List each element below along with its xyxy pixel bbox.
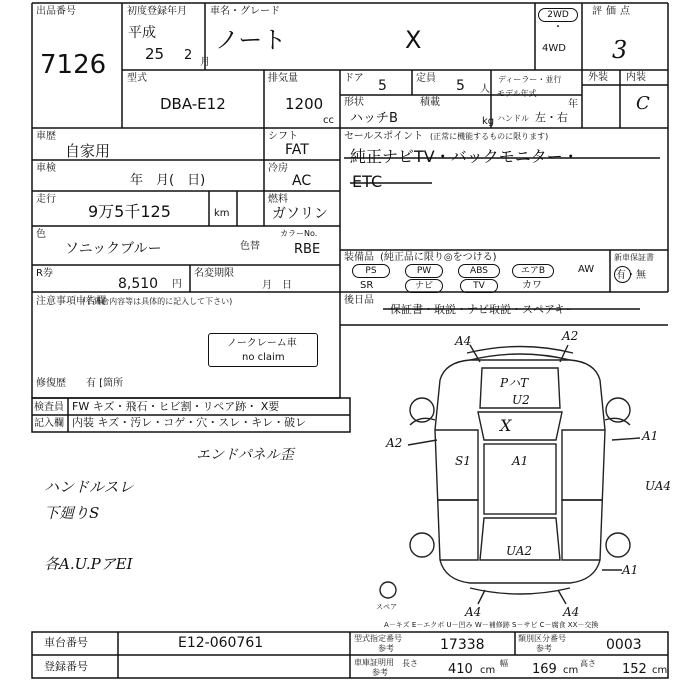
class-number-ref: 参考 [536,644,552,653]
model-code: DBA-E12 [160,95,226,113]
mark-a1-right: A1 [642,429,659,443]
shift-label: シフト [268,131,298,142]
registration-year: 25 [145,45,165,63]
inspector-row-1: FW キズ・飛石・ヒビ割・リペア跡・ X要 [72,400,280,413]
shaken-label: 車検 [36,163,56,174]
length: 410 [448,662,473,677]
type-designation-label: 型式指定番号 [354,634,402,643]
accessories-label: 後日品 [344,295,374,306]
chassis-label: 車台番号 [44,636,88,649]
shift: FAT [285,142,309,158]
height-unit: cm [652,665,668,676]
fuel-label: 燃料 [268,194,288,205]
height-label: 高さ [580,659,596,668]
type-designation-ref: 参考 [378,644,394,653]
ac-label: 冷房 [268,163,288,174]
body-color: ソニックブルー [65,241,162,257]
month-unit: 月 [200,57,210,68]
capacity-unit: 人 [480,84,490,95]
score: 3 [612,36,628,64]
equip-tv: TV [460,279,498,293]
height: 152 [622,662,647,677]
mark-ua2-rear: UA2 [506,544,533,558]
km-unit: km [214,208,230,219]
grade: X [405,26,422,54]
equip-pw: PW [405,264,443,278]
chassis-number: E12-060761 [178,635,264,651]
mark-a1-roof: A1 [512,454,529,468]
class-number: 0003 [606,637,642,653]
equipment-note: (純正品に限り◎をつける) [380,252,497,263]
sales-point-line2: ETC [352,172,383,191]
equip-abs: ABS [458,264,500,278]
interior-label: 内装 [626,72,646,83]
equip-ps: PS [352,264,390,278]
mark-s1-left-door: S1 [455,454,471,468]
color-change-label: 色替 [240,241,260,252]
mark-a4-rear-left: A4 [465,605,482,619]
fuel: ガソリン [272,206,328,222]
notes-label: 注意事項申告欄 [36,296,106,307]
warranty-label: 新車保証書 [614,253,654,262]
handwritten-line-3: 各A.U.PアEI [44,555,133,573]
certificate-label: 車庫証明用 [354,658,394,667]
sales-point-note: (正常に機能するものに限ります) [430,132,549,141]
notes-hint: (不具合内容等は具体的に記入して下さい) [82,297,233,306]
color-label: 色 [36,229,46,240]
drive-4wd: 4WD [542,43,566,54]
type-designation-number: 17338 [440,637,485,653]
history-label: 車歴 [36,131,56,142]
dealer-label: ディーラー・並行 [498,75,562,84]
model-label: 型式 [127,73,147,84]
color-code: RBE [294,242,321,257]
exterior-label: 外装 [588,72,608,83]
name-change-deadline-label: 名変期限 [194,268,234,279]
mileage: 9万5千125 [88,202,171,221]
displacement: 1200 [285,95,324,113]
mark-a1-rear-right: A1 [622,563,639,577]
capacity-label: 定員 [416,73,436,84]
mark-a2-left: A2 [386,436,403,450]
equip-leather: カワ [522,280,542,291]
mark-x-windshield: X [500,416,512,435]
load-label: 積載 [420,97,440,108]
score-label: 評価点 [592,6,634,17]
capacity: 5 [456,78,465,94]
displacement-label: 排気量 [268,73,298,84]
color-code-label: カラーNo. [280,229,318,238]
registration-number-label: 登録番号 [44,660,88,673]
car-name-label: 車名・グレード [210,6,280,17]
body-shape: ハッチB [350,111,398,126]
handle-label: ハンドル [497,114,529,123]
inspector-label-2: 記入欄 [34,418,64,429]
mark-pat-hood: PハT [500,376,529,390]
class-number-label: 類別区分番号 [518,634,566,643]
usage-history: 自家用 [65,142,111,160]
mark-u2-hood: U2 [512,393,530,407]
inspector-label-1: 検査員 [34,402,64,413]
width-label: 幅 [500,659,508,668]
cc-unit: cc [323,115,334,126]
inspector-row-2: 内装 キズ・汚レ・コゲ・穴・スレ・キレ・破レ [72,416,307,429]
no-claim-jp: ノークレーム車 [227,338,297,349]
handwritten-endpanel: エンドパネル歪 [196,447,294,463]
model-year-unit: 年 [568,99,578,110]
damage-legend: A－キズ E－エクボ U－凹み W－補修跡 S－サビ C－腐食 XX－交換 [384,621,599,629]
handle-side: 左・右 [535,111,568,124]
mark-a4-front-left: A4 [455,334,472,348]
handwritten-line-2: 下廻りS [44,504,100,522]
certificate-ref: 参考 [372,668,388,677]
recycle-label: R券 [36,268,53,279]
equip-airbag: エアB [512,264,554,278]
recycle-fee: 8,510 [118,276,159,292]
repair-history-label: 修復歴 [36,378,66,389]
name-change-deadline: 月 日 [262,280,292,291]
length-label: 長さ [402,659,418,668]
first-registration-label: 初度登録年月 [127,6,187,17]
repair-history: 有 [箇所 [86,378,124,389]
shape-label: 形状 [344,97,364,108]
mark-a2-front-right: A2 [562,329,579,343]
length-unit: cm [480,665,496,676]
yen-unit: 円 [172,279,182,290]
era: 平成 [128,25,156,41]
air-conditioner: AC [292,173,312,189]
registration-month: 2 [184,48,193,63]
drive-separator: ・ [553,22,563,33]
kg-unit: kg [482,116,495,127]
handwritten-line-1: ハンドルスレ [44,478,134,496]
equipment-label: 装備品 [344,252,374,263]
spare-label: スペア [376,603,397,611]
shaken-date: 年 月( 日) [130,173,206,188]
equip-navi: ナビ [405,279,443,293]
drive-2wd-circled: 2WD [538,8,578,22]
doors: 5 [378,78,387,94]
accessories: 保証書・取説・ナビ取説・スペアキー [390,303,577,316]
doors-label: ドア [344,73,364,84]
model-year-label: モデル年式 [497,89,537,98]
no-claim-en: no claim [242,352,285,363]
mark-a4-rear-right: A4 [563,605,580,619]
car-name: ノート [215,26,287,54]
equip-sr: SR [360,280,374,291]
interior-score: C [636,93,650,114]
equip-aw: AW [578,264,595,275]
sales-point-label: セールスポイント [344,131,424,142]
mileage-label: 走行 [36,194,56,205]
lot-number-label: 出品番号 [36,6,76,17]
mark-ua4-right: UA4 [645,479,672,493]
sales-point-line1: 純正ナビTV・バックモニター・ [350,147,579,166]
width: 169 [532,662,557,677]
lot-number: 7126 [40,50,107,80]
warranty-value: 有・無 [616,270,646,281]
width-unit: cm [563,665,579,676]
